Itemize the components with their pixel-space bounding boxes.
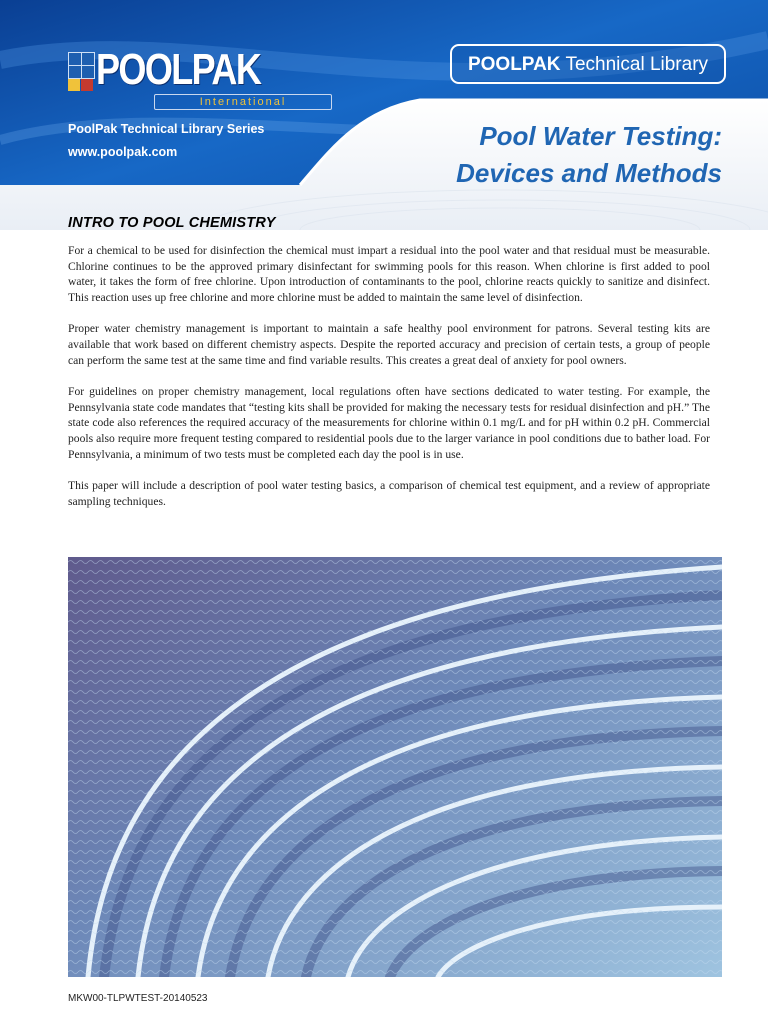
section-heading: INTRO TO POOL CHEMISTRY	[68, 215, 276, 231]
paragraph: This paper will include a description of pool water testing basics, a comparison of chemical test equipment, and a review of appropriate sampling techniques.	[68, 479, 710, 508]
website-link[interactable]: www.poolpak.com	[68, 145, 178, 159]
body-text	[68, 243, 710, 525]
header-banner	[0, 0, 768, 230]
library-label: Technical Library	[565, 54, 709, 75]
pool-steps-photo	[68, 557, 722, 977]
logo-subtext: International	[199, 96, 287, 108]
page-title	[456, 118, 722, 192]
library-brand: POOLPAK	[467, 54, 561, 75]
page-title-line-2: Devices and Methods	[456, 158, 722, 188]
logo-subtext-box	[154, 94, 332, 110]
series-title: PoolPak Technical Library Series	[68, 122, 265, 136]
poolpak-logo[interactable]	[68, 44, 287, 116]
document-code: MKW00-TLPWTEST-20140523	[68, 993, 208, 1004]
paragraph: For guidelines on proper chemistry management, local regulations often have sections dedicated to water testing. For example, the Pennsylvania state code mandates that “testing kits shall be provided for making the necessary tests for residual disinfection and pH.” The state code also references the required accuracy of the measurements for chlorine within 0.1 mg/L and for pH within 0.2 pH. Commercial pools also require more frequent testing compared to residential pools due to the larger variance in pool conditions due to bather load. For Pennsylvania, a minimum of two tests must be completed each day the pool is in use.	[68, 385, 710, 461]
page-title-line-1: Pool Water Testing:	[479, 121, 722, 151]
logo-squares-icon	[68, 52, 94, 104]
paragraph: For a chemical to be used for disinfection the chemical must impart a residual into the pool water and that residual must be measurable. Chlorine continues to be the approved primary disinfectant for swimming pools for this reason. When chlorine is first added to pool water, it takes the form of free chlorine. Upon introduction of contaminants to the pool, chlorine reacts quickly to sanitize and disinfect. This reaction uses up free chlorine and more chlorine must be added to maintain the same level of disinfection.	[68, 244, 710, 304]
logo-wordmark: POOLPAK	[96, 45, 261, 94]
technical-library-badge	[450, 44, 726, 84]
pool-water-image	[68, 557, 722, 977]
paragraph: Proper water chemistry management is important to maintain a safe healthy pool environment for patrons. Several testing kits are available that work based on different chemistry aspects. Despite the reported accuracy and precision of certain tests, a group of people can perform the same test at the same time and find variable results. This creates a great deal of anxiety for pool owners.	[68, 322, 710, 367]
